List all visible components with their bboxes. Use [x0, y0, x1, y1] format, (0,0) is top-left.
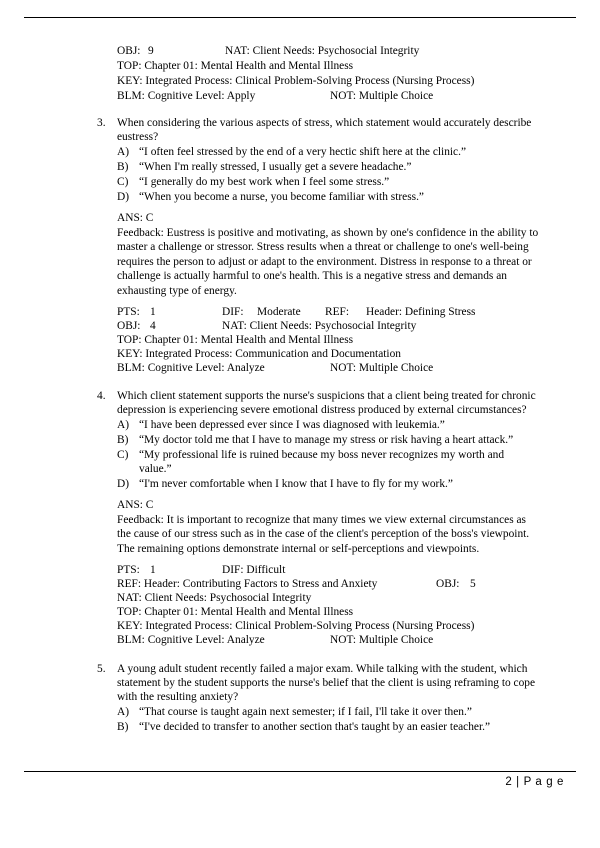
option-label: A)	[117, 706, 130, 718]
key-text: KEY: Integrated Process: Clinical Problem-Solving Process (Nursing Process)	[117, 620, 475, 632]
feedback-line: challenge is actually harmful to one's health. This is a negative stress and demands an	[117, 270, 507, 282]
top-text: TOP: Chapter 01: Mental Health and Mental Illness	[117, 606, 354, 618]
question-number: 4.	[97, 390, 106, 402]
obj-label: OBJ:	[117, 45, 141, 57]
question-stem: depression is experiencing severe emotional distress produced by external circumstances?	[117, 404, 527, 416]
not-text: NOT: Multiple Choice	[330, 634, 434, 646]
not-text: NOT: Multiple Choice	[330, 90, 434, 102]
option-label: B)	[117, 721, 129, 733]
key-text: KEY: Integrated Process: Communication and Documentation	[117, 348, 401, 360]
blm-text: BLM: Cognitive Level: Analyze	[117, 634, 265, 646]
key-text: KEY: Integrated Process: Clinical Problem-Solving Process (Nursing Process)	[117, 75, 475, 87]
dif-text: DIF: Difficult	[222, 564, 286, 576]
obj-value: 9	[148, 45, 154, 57]
dif-value: Moderate	[257, 306, 301, 318]
option-text: “I often feel stressed by the end of a very hectic shift here at the clinic.”	[139, 146, 467, 158]
feedback-line: Feedback: It is important to recognize that many times we view external circumstances as	[117, 514, 526, 526]
dif-label: DIF:	[222, 306, 244, 318]
obj-label: OBJ:	[117, 320, 141, 332]
feedback-line: The remaining options demonstrate internal or self-perceptions and viewpoints.	[117, 543, 480, 555]
footer-rule	[24, 771, 576, 772]
option-label: C)	[117, 176, 129, 188]
answer: ANS: C	[117, 212, 154, 224]
ref-label: REF:	[325, 306, 350, 318]
ref-text: REF: Header: Contributing Factors to Stress and Anxiety	[117, 578, 378, 590]
header-rule	[24, 17, 576, 18]
question-stem: Which client statement supports the nurse's suspicions that a client being treated for chronic	[117, 390, 536, 402]
question-stem: When considering the various aspects of stress, which statement would accurately describe	[117, 117, 532, 129]
feedback-line: master a challenge or stressor. Stress results when a threat or challenge to one's well-being	[117, 241, 529, 253]
question-number: 3.	[97, 117, 106, 129]
option-text: “My doctor told me that I have to manage my stress or risk having a heart attack.”	[139, 434, 514, 446]
option-text: “When you become a nurse, you become familiar with stress.”	[139, 191, 424, 203]
blm-text: BLM: Cognitive Level: Analyze	[117, 362, 265, 374]
ref-value: Header: Defining Stress	[366, 306, 476, 318]
option-text: value.”	[139, 463, 172, 475]
pts-value: 1	[150, 564, 156, 576]
option-text: “My professional life is ruined because my boss never recognizes my worth and	[139, 449, 505, 461]
pts-label: PTS:	[117, 306, 140, 318]
feedback-line: Feedback: Eustress is positive and motivating, as shown by one's confidence in the ability to	[117, 227, 539, 239]
not-text: NOT: Multiple Choice	[330, 362, 434, 374]
question-stem: with the resulting anxiety?	[117, 691, 239, 703]
question-stem: A young adult student recently failed a major exam. While talking with the student, which	[117, 663, 528, 675]
option-label: C)	[117, 449, 129, 461]
option-text: “I've decided to transfer to another section that's taught by an easier teacher.”	[139, 721, 491, 733]
nat-text: NAT: Client Needs: Psychosocial Integrity	[222, 320, 417, 332]
option-text: “I'm never comfortable when I know that I have to fly for my work.”	[139, 478, 453, 490]
top-text: TOP: Chapter 01: Mental Health and Mental Illness	[117, 334, 354, 346]
answer: ANS: C	[117, 499, 154, 511]
option-text: “That course is taught again next semester; if I fail, I'll take it over then.”	[139, 706, 472, 718]
option-label: A)	[117, 419, 130, 431]
pts-label: PTS:	[117, 564, 140, 576]
obj-value: 4	[150, 320, 156, 332]
obj-label: OBJ:	[436, 578, 460, 590]
question-number: 5.	[97, 663, 106, 675]
question-stem: eustress?	[117, 131, 159, 143]
option-text: “I have been depressed ever since I was diagnosed with leukemia.”	[139, 419, 445, 431]
blm-text: BLM: Cognitive Level: Apply	[117, 90, 256, 102]
nat-text: NAT: Client Needs: Psychosocial Integrity	[225, 45, 420, 57]
question-stem: statement by the student supports the nurse's belief that the client is using reframing to cope	[117, 677, 536, 689]
pts-value: 1	[150, 306, 156, 318]
option-label: B)	[117, 161, 129, 173]
option-label: D)	[117, 191, 130, 203]
feedback-line: the cause of our stress such as in the case of the client's perception of the boss's viewpoint.	[117, 528, 530, 540]
feedback-line: exhausting type of energy.	[117, 285, 237, 297]
option-text: “I generally do my best work when I feel some stress.”	[139, 176, 390, 188]
nat-text: NAT: Client Needs: Psychosocial Integrity	[117, 592, 312, 604]
option-label: A)	[117, 146, 130, 158]
page-number: 2 | P a g e	[505, 776, 564, 788]
option-label: D)	[117, 478, 130, 490]
feedback-line: requires the person to adjust or adapt to the environment. Distress in response to a threat or	[117, 256, 532, 268]
option-text: “When I'm really stressed, I usually get a severe headache.”	[139, 161, 412, 173]
option-label: B)	[117, 434, 129, 446]
top-text: TOP: Chapter 01: Mental Health and Mental Illness	[117, 60, 354, 72]
obj-value: 5	[470, 578, 476, 590]
